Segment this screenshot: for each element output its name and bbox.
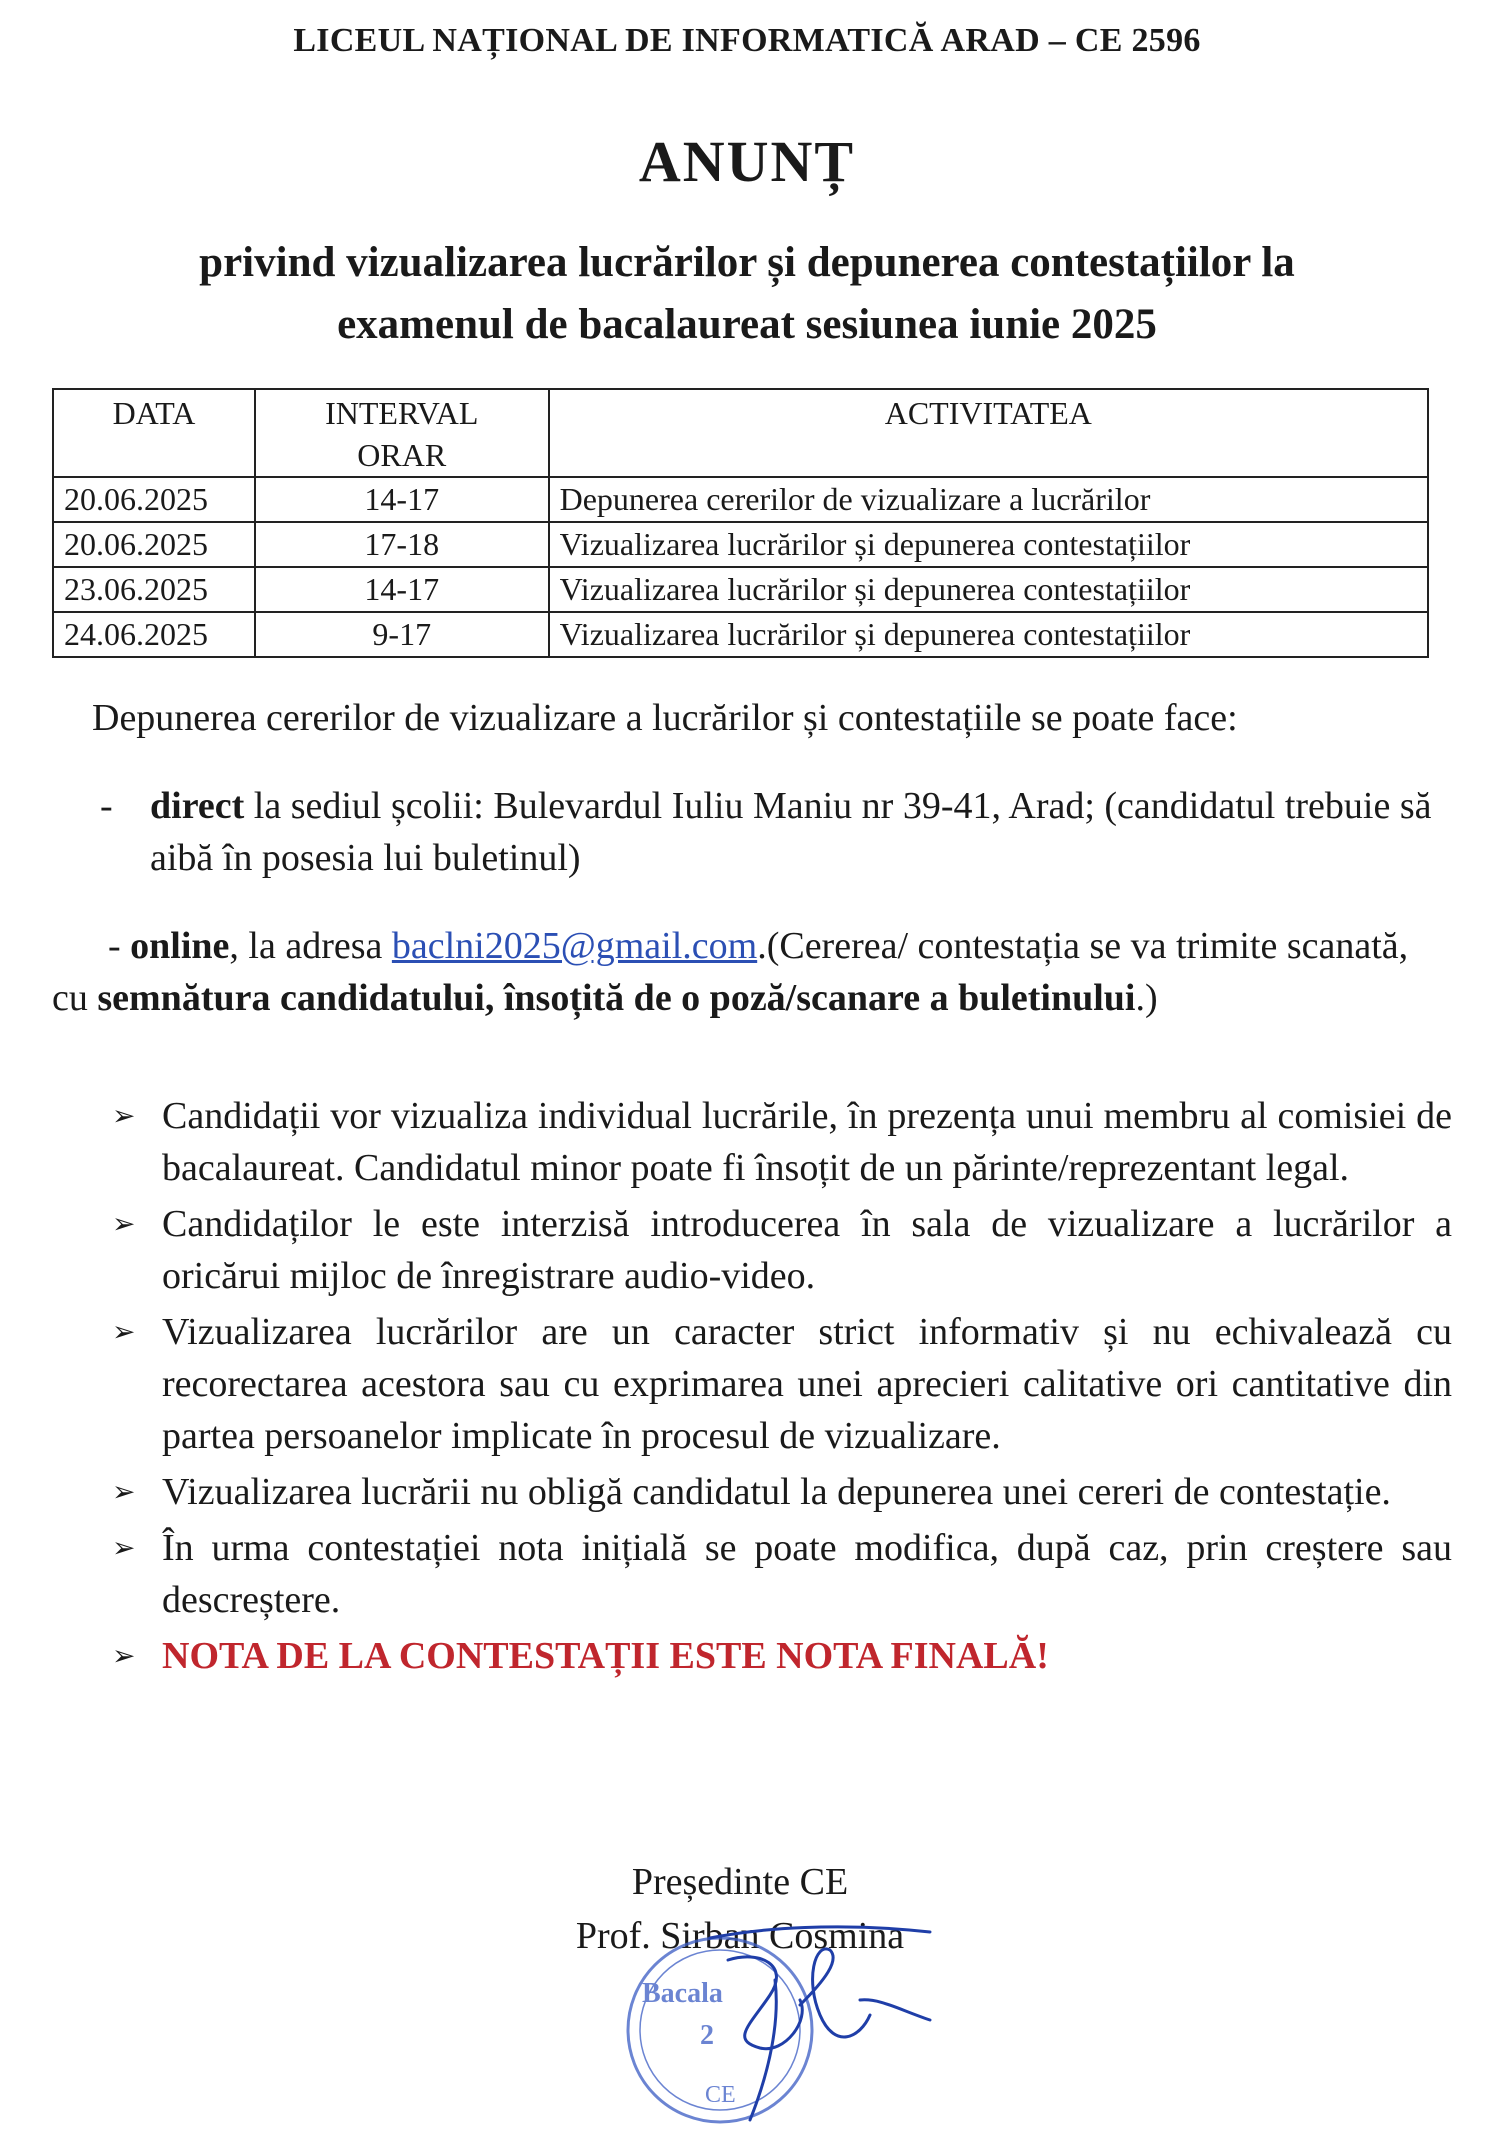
- interval-header-line-2: ORAR: [357, 437, 447, 473]
- final-notice-item: [112, 1630, 1452, 1682]
- rule-text: Candidații vor vizualiza individual lucrările, în prezența unui membru al comisiei de bacalaureat. Candidatul minor poate fi însoțit de un părinte/reprezentant legal.: [162, 1095, 1452, 1189]
- cell-interval: 14-17: [255, 477, 549, 522]
- online-text-3: .): [1135, 977, 1158, 1019]
- stamp-text-top: Bacala: [642, 1978, 723, 2009]
- cell-activity: Vizualizarea lucrărilor și depunerea contestațiilor: [549, 522, 1428, 567]
- stamp-icon: [628, 1938, 812, 2122]
- signatory-role: Președinte CE: [631, 1861, 849, 1903]
- cell-date: 20.06.2025: [53, 477, 255, 522]
- email-link[interactable]: baclni2025@gmail.com: [391, 925, 758, 967]
- subtitle-line-2: examenul de bacalaureat sesiunea iunie 2025: [337, 301, 1157, 348]
- arrowhead-bullet-icon: ➢: [112, 1531, 136, 1564]
- stamp-and-signature: [610, 1920, 940, 2130]
- list-item: [112, 1306, 1452, 1462]
- school-header: LICEUL NAȚIONAL DE INFORMATICĂ ARAD – CE 2596: [293, 22, 1201, 59]
- table-row: [53, 522, 1428, 567]
- list-item: [112, 1466, 1452, 1518]
- online-submission: [52, 920, 1447, 1024]
- cell-activity: Vizualizarea lucrărilor și depunerea contestațiilor: [549, 567, 1428, 612]
- subtitle-line-1: privind vizualizarea lucrărilor și depunerea contestațiilor la: [199, 239, 1295, 286]
- direct-text: la sediul școlii: Bulevardul Iuliu Maniu nr 39-41, Arad; (candidatul trebuie să aibă în posesia lui buletinul): [150, 785, 1432, 879]
- interval-header-line-1: INTERVAL: [325, 395, 479, 431]
- online-bold-text: semnătura candidatului, însoțită de o poză/scanare a buletinului: [97, 977, 1136, 1019]
- list-item: [112, 1198, 1452, 1302]
- document-title: ANUNȚ: [638, 129, 856, 194]
- cell-date: 23.06.2025: [53, 567, 255, 612]
- list-dash: -: [100, 785, 113, 827]
- list-dash: -: [108, 925, 131, 967]
- document-subtitle: [100, 232, 1394, 356]
- rules-list: [112, 1090, 1452, 1686]
- rule-text: În urma contestației nota inițială se poate modifica, după caz, prin creștere sau descreștere.: [162, 1527, 1452, 1621]
- list-item: [112, 1522, 1452, 1626]
- column-header-activity: ACTIVITATEA: [549, 389, 1428, 477]
- submission-intro: Depunerea cererilor de vizualizare a lucrărilor și contestațiile se poate face:: [92, 697, 1238, 739]
- stamp-text-middle: 2: [700, 2020, 714, 2051]
- final-notice-text: NOTA DE LA CONTESTAȚII ESTE NOTA FINALĂ!: [162, 1635, 1049, 1677]
- arrowhead-bullet-icon: ➢: [112, 1475, 136, 1508]
- list-item: [112, 1090, 1452, 1194]
- online-text-2: .(Cererea/ contestația se va trimite scanată, cu: [52, 925, 1409, 1019]
- column-header-date: DATA: [53, 389, 255, 477]
- direct-label: direct: [150, 785, 245, 827]
- direct-submission: [100, 780, 1440, 884]
- cell-activity: Depunerea cererilor de vizualizare a lucrărilor: [549, 477, 1428, 522]
- stamp-text-bottom: CE: [705, 2082, 736, 2108]
- cell-activity: Vizualizarea lucrărilor și depunerea contestațiilor: [549, 612, 1428, 657]
- rule-text: Vizualizarea lucrării nu obligă candidatul la depunerea unei cereri de contestație.: [162, 1471, 1391, 1513]
- arrowhead-bullet-icon: ➢: [112, 1099, 136, 1132]
- signatory-name: Prof. Sirban Cosmina: [575, 1915, 905, 1957]
- table-row: [53, 477, 1428, 522]
- table-row: [53, 567, 1428, 612]
- column-header-interval: [255, 389, 549, 477]
- arrowhead-bullet-icon: ➢: [112, 1639, 136, 1672]
- online-label: online: [130, 925, 230, 967]
- cell-interval: 14-17: [255, 567, 549, 612]
- cell-interval: 17-18: [255, 522, 549, 567]
- rule-text: Candidaților le este interzisă introducerea în sala de vizualizare a lucrărilor a oricărui mijloc de înregistrare audio-video.: [162, 1203, 1452, 1297]
- table-row: [53, 612, 1428, 657]
- arrowhead-bullet-icon: ➢: [112, 1207, 136, 1240]
- schedule-table: [52, 388, 1429, 658]
- cell-interval: 9-17: [255, 612, 549, 657]
- cell-date: 24.06.2025: [53, 612, 255, 657]
- schedule-header-row: [53, 389, 1428, 477]
- cell-date: 20.06.2025: [53, 522, 255, 567]
- handwritten-signature: [710, 1927, 930, 2120]
- online-text-1: , la adresa: [229, 925, 392, 967]
- rule-text: Vizualizarea lucrărilor are un caracter strict informativ și nu echivalează cu recorectarea acestora sau cu exprimarea unei aprecieri calitative ori cantitative din partea persoanelor implicate în procesul de vizualizare.: [162, 1311, 1452, 1457]
- arrowhead-bullet-icon: ➢: [112, 1315, 136, 1348]
